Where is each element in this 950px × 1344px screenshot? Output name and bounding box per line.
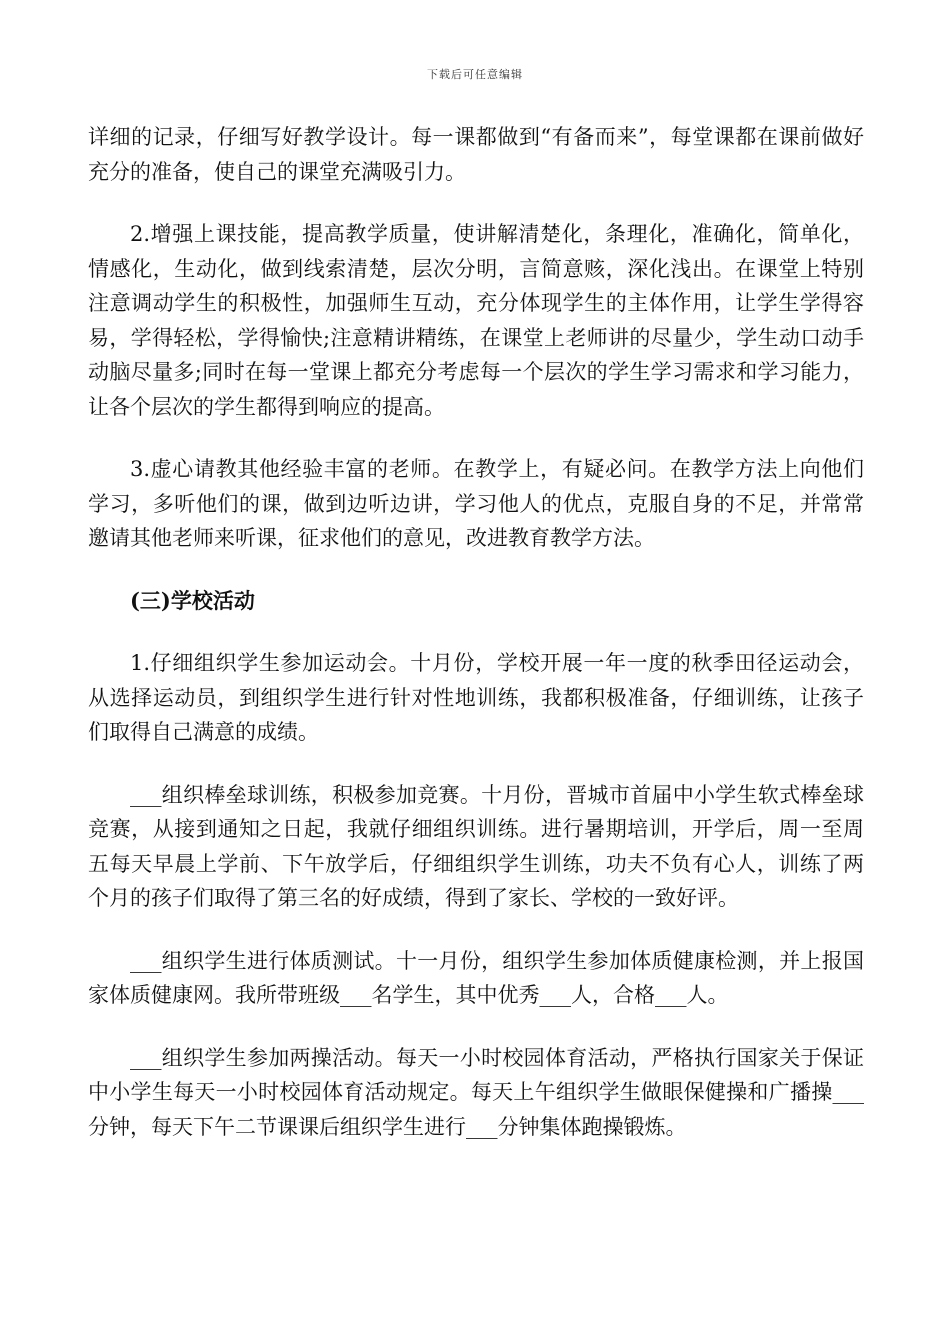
- paragraph-lesson-preparation: 详细的记录，仔细写好教学设计。每一课都做到“有备而来”，每堂课都在课前做好充分的准备，使自己的课堂充满吸引力。: [88, 125, 864, 184]
- page-header: 下载后可任意编辑: [427, 68, 523, 81]
- paragraph-teaching-skills: 2.增强上课技能，提高教学质量，使讲解清楚化，条理化，准确化，简单化，情感化，生动化，做到线索清楚，层次分明，言简意赅，深化浅出。在课堂上特别注意调动学生的积极性，加强师生互动，充分体现学生的主体作用，让学生学得容易，学得轻松，学得愉快;注意精讲精练，在课堂上老师讲的尽量少，学生动口动手动脑尽量多;同时在每一堂课上都充分考虑每一个层次的学生学习需求和学习能力，让各个层次的学生都得到响应的提高。: [88, 222, 864, 419]
- document-body: [88, 120, 864, 1172]
- paragraph-sports-meet: 1.仔细组织学生参加运动会。十月份，学校开展一年一度的秋季田径运动会，从选择运动员，到组织学生进行针对性地训练，我都积极准备，仔细训练，让孩子们取得自己满意的成绩。: [88, 651, 864, 744]
- paragraph-consult-teachers: 3.虚心请教其他经验丰富的老师。在教学上，有疑必问。在教学方法上向他们学习，多听他们的课，做到边听边讲，学习他人的优点，克服自身的不足，并常常邀请其他老师来听课，征求他们的意见，改进教育教学方法。: [88, 457, 864, 550]
- paragraph-exercise-activities: ___组织学生参加两操活动。每天一小时校园体育活动，严格执行国家关于保证中小学生每天一小时校园体育活动规定。每天上午组织学生做眼保健操和广播操___分钟，每天下午二节课课后组织学生进行___分钟集体跑操锻炼。: [88, 1045, 864, 1139]
- section-heading-school-activities: (三)学校活动: [130, 587, 255, 613]
- paragraph-fitness-test: ___组织学生进行体质测试。十一月份，组织学生参加体质健康检测，并上报国家体质健康网。我所带班级___名学生，其中优秀___人，合格___人。: [88, 948, 864, 1007]
- paragraph-softball-training: ___组织棒垒球训练，积极参加竞赛。十月份，晋城市首届中小学生软式棒垒球竞赛，从接到通知之日起，我就仔细组织训练。进行暑期培训，开学后，周一至周五每天早晨上学前、下午放学后，仔细组织学生训练，功夫不负有心人，训练了两个月的孩子们取得了第三名的好成绩，得到了家长、学校的一致好评。: [88, 782, 864, 910]
